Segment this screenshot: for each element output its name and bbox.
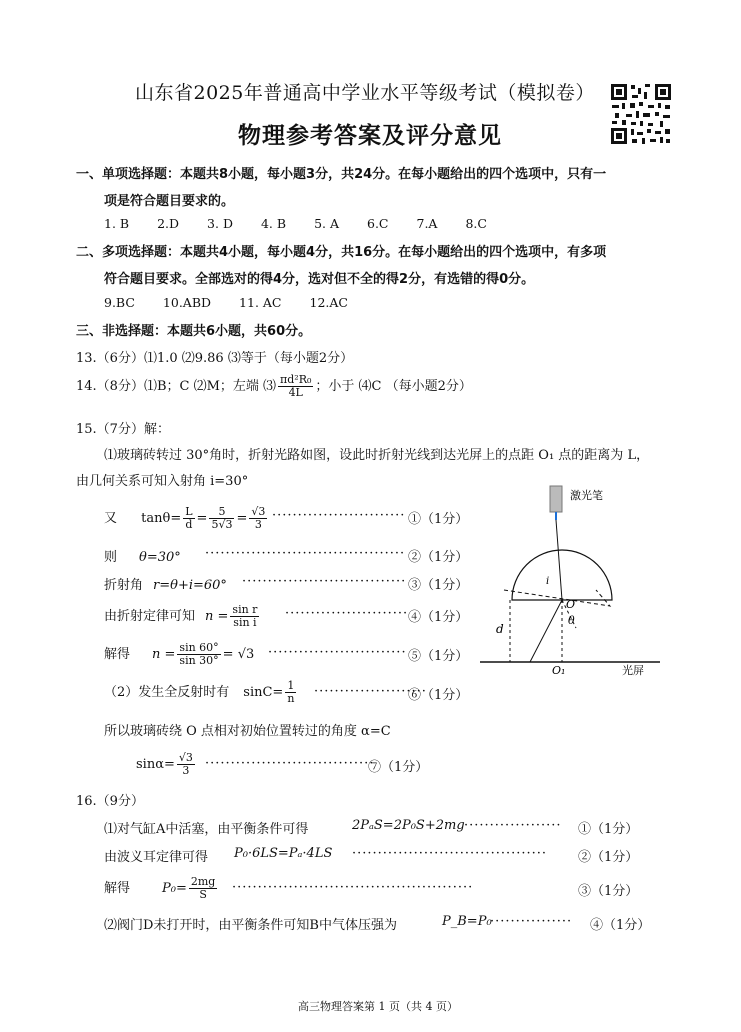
section2-answers (104, 295, 376, 310)
label-o: O (566, 598, 576, 611)
leader-dots: ······················ (314, 684, 427, 699)
answer-7: 7.A (416, 216, 438, 231)
glass-half-disk (512, 550, 612, 600)
answer-9: 9.BC (104, 295, 135, 310)
q16-text-2: 由波义耳定律可得 (104, 850, 209, 865)
screen-label: 光屏 (622, 664, 644, 677)
eq-text: sinα= (136, 757, 175, 772)
q15-mark-4: ④（1分） (408, 610, 469, 625)
eq-text: P₀= (162, 881, 187, 896)
frac-den: 5√3 (211, 518, 233, 531)
eq-label: （2）发生全反射时有 (104, 685, 230, 700)
answer-4: 4. B (260, 216, 287, 231)
frac-den: n (287, 692, 295, 705)
q15-paragraph-1: ⑴玻璃砖转过 30°角时，折射光路如图，设此时折射光线到达光屏上的点距 O₁ 点的距离为 L， (104, 448, 650, 463)
answer-1: 1. B (104, 216, 130, 231)
answer-12: 12.AC (309, 295, 348, 310)
refracted-ray (530, 600, 562, 662)
q14-answer (76, 374, 472, 399)
page-title: 山东省2025年普通高中学业水平等级考试（模拟卷） (135, 82, 595, 104)
section1-answers (104, 216, 515, 231)
frac-num: 5 (209, 506, 234, 519)
answer-10: 10.ABD (162, 295, 212, 310)
q15-mark-6: ⑥（1分） (408, 688, 469, 703)
q15-heading: 15.（7分）解： (76, 422, 170, 437)
fraction (177, 642, 220, 667)
q14-frac-num: πd²R₀ (280, 373, 312, 386)
fraction (285, 680, 296, 705)
frac-den: sin 30° (179, 654, 219, 667)
frac-num: sin r (232, 603, 258, 616)
label-d: d (496, 622, 504, 636)
incident-ray (556, 520, 562, 600)
q15-eq-6 (104, 680, 298, 705)
section2-heading-cont: 符合题目要求。全部选对的得4分，选对但不全的得2分，有选错的得0分。 (104, 272, 535, 287)
leader-dots: ································ (242, 574, 407, 589)
answer-6: 6.C (367, 216, 389, 231)
label-o1: O₁ (552, 664, 566, 677)
leader-dots: ··························· (268, 645, 407, 660)
q16-heading: 16.（9分） (76, 794, 144, 809)
answer-2: 2.D (157, 216, 180, 231)
fraction (177, 752, 195, 777)
fraction (230, 604, 259, 629)
frac-num: 1 (285, 680, 296, 693)
q15-text-7: 所以玻璃砖绕 O 点相对初始位置转过的角度 α=C (104, 724, 391, 739)
q14-frac-den: 4L (288, 386, 303, 399)
q16-mark-2: ②（1分） (578, 850, 639, 865)
q16-eq-3 (104, 876, 219, 901)
q14-part-a: 14.（8分）⑴B；C ⑵M；左端 ⑶ (76, 379, 277, 394)
frac-den: sin i (233, 616, 257, 629)
q13-answer: 13.（6分）⑴1.0 ⑵9.86 ⑶等于（每小题2分） (76, 351, 354, 366)
eq-text: n = (152, 647, 176, 662)
answer-11: 11. AC (239, 295, 282, 310)
q15-eq-8 (136, 752, 197, 777)
q15-eq-3 (104, 574, 227, 593)
fraction (183, 506, 194, 531)
q15-mark-2: ②（1分） (408, 550, 469, 565)
frac-num: 2mg (190, 875, 216, 888)
q15-eq-1: 又 tanθ= $\frac{L}{d}$ = $\frac{5}{5√3}$ = $\frac{√3}{3}$ (104, 505, 266, 531)
q15-mark-5: ⑤（1分） (408, 649, 469, 664)
frac-num: L (185, 505, 193, 518)
fraction (209, 506, 234, 531)
frac-den: 3 (182, 764, 190, 777)
section1-heading: 一、单项选择题：本题共8小题，每小题3分，共24分。在每小题给出的四个选项中，只有一 (76, 167, 607, 182)
answer-5: 5. A (314, 216, 339, 231)
leader-dots: ·························· (272, 508, 406, 523)
eq-label: 折射角 (104, 578, 144, 593)
q16-eq-2: P₀·6LS=Pₐ·4LS (234, 846, 333, 861)
frac-num: sin 60° (179, 641, 219, 654)
rotated-glass-outline (504, 590, 610, 606)
q16-mark-3: ③（1分） (578, 884, 639, 899)
eq-label: 又 (104, 511, 118, 526)
q16-mark-1: ①（1分） (578, 822, 639, 837)
leader-dots: ································· (205, 756, 375, 771)
q15-eq-4 (104, 604, 261, 629)
leader-dots: ················ (490, 914, 573, 929)
eq-label: 由折射定律可知 (104, 609, 196, 624)
q15-mark-3: ③（1分） (408, 578, 469, 593)
section1-heading-cont: 项是符合题目要求的。 (104, 194, 235, 209)
leader-dots: ························ (285, 606, 409, 621)
q16-eq-1: 2PₐS=2P₀S+2mg (352, 818, 465, 833)
answer-8: 8.C (465, 216, 487, 231)
refraction-diagram (470, 478, 670, 678)
eq-label: 解得 (104, 647, 131, 662)
eq-text: tanθ= (141, 511, 182, 526)
label-i: i (546, 576, 550, 587)
label-theta: θ (568, 614, 575, 627)
frac-den: 3 (254, 518, 262, 531)
laser-label: 激光笔 (570, 489, 603, 502)
q16-text-1: ⑴对气缸A中活塞，由平衡条件可得 (104, 822, 309, 837)
q16-mark-4: ④（1分） (590, 918, 651, 933)
q15-mark-1: ①（1分） (408, 512, 469, 527)
eq-text: r=θ+i=60° (153, 578, 227, 593)
fraction (249, 506, 267, 531)
eq-text: sinC= (243, 685, 284, 700)
section3-heading: 三、非选择题：本题共6小题，共60分。 (76, 324, 312, 339)
section2-heading: 二、多项选择题：本题共4小题，每小题4分，共16分。在每小题给出的四个选项中，有多项 (76, 245, 607, 260)
q15-eq-2 (104, 546, 181, 565)
q15-paragraph-2: 由几何关系可知入射角 i=30° (76, 474, 249, 489)
frac-num: √3 (251, 505, 266, 518)
q15-eq-5 (104, 642, 254, 667)
q15-mark-8: ⑦（1分） (368, 760, 429, 775)
eq-tail: = √3 (222, 647, 255, 662)
leader-dots: ··················· (464, 818, 562, 833)
leader-dots: ······································ (352, 846, 548, 861)
frac-den: S (199, 888, 207, 901)
frac-den: d (185, 518, 193, 531)
leader-dots: ··············································· (232, 880, 474, 895)
frac-num: √3 (178, 751, 193, 764)
page-subtitle: 物理参考答案及评分意见 (238, 122, 502, 149)
eq-text: θ=30° (139, 550, 181, 565)
qr-code-icon (610, 83, 672, 145)
fraction (189, 876, 217, 901)
q16-eq-4: P_B=P₀ (442, 914, 492, 929)
laser-pen-icon (550, 486, 562, 512)
eq-label: 则 (104, 550, 118, 565)
leader-dots: ······································· (205, 546, 406, 561)
q16-text-4: ⑵阀门D未打开时，由平衡条件可知B中气体压强为 (104, 918, 397, 933)
answer-3: 3. D (207, 216, 233, 231)
eq-label: 解得 (104, 881, 131, 896)
q14-part-b: ；小于 ⑷C （每小题2分） (315, 379, 472, 394)
q14-fraction (278, 374, 313, 399)
page-footer: 高三物理答案第 1 页（共 4 页） (298, 1000, 458, 1013)
eq-text: n = (205, 609, 229, 624)
